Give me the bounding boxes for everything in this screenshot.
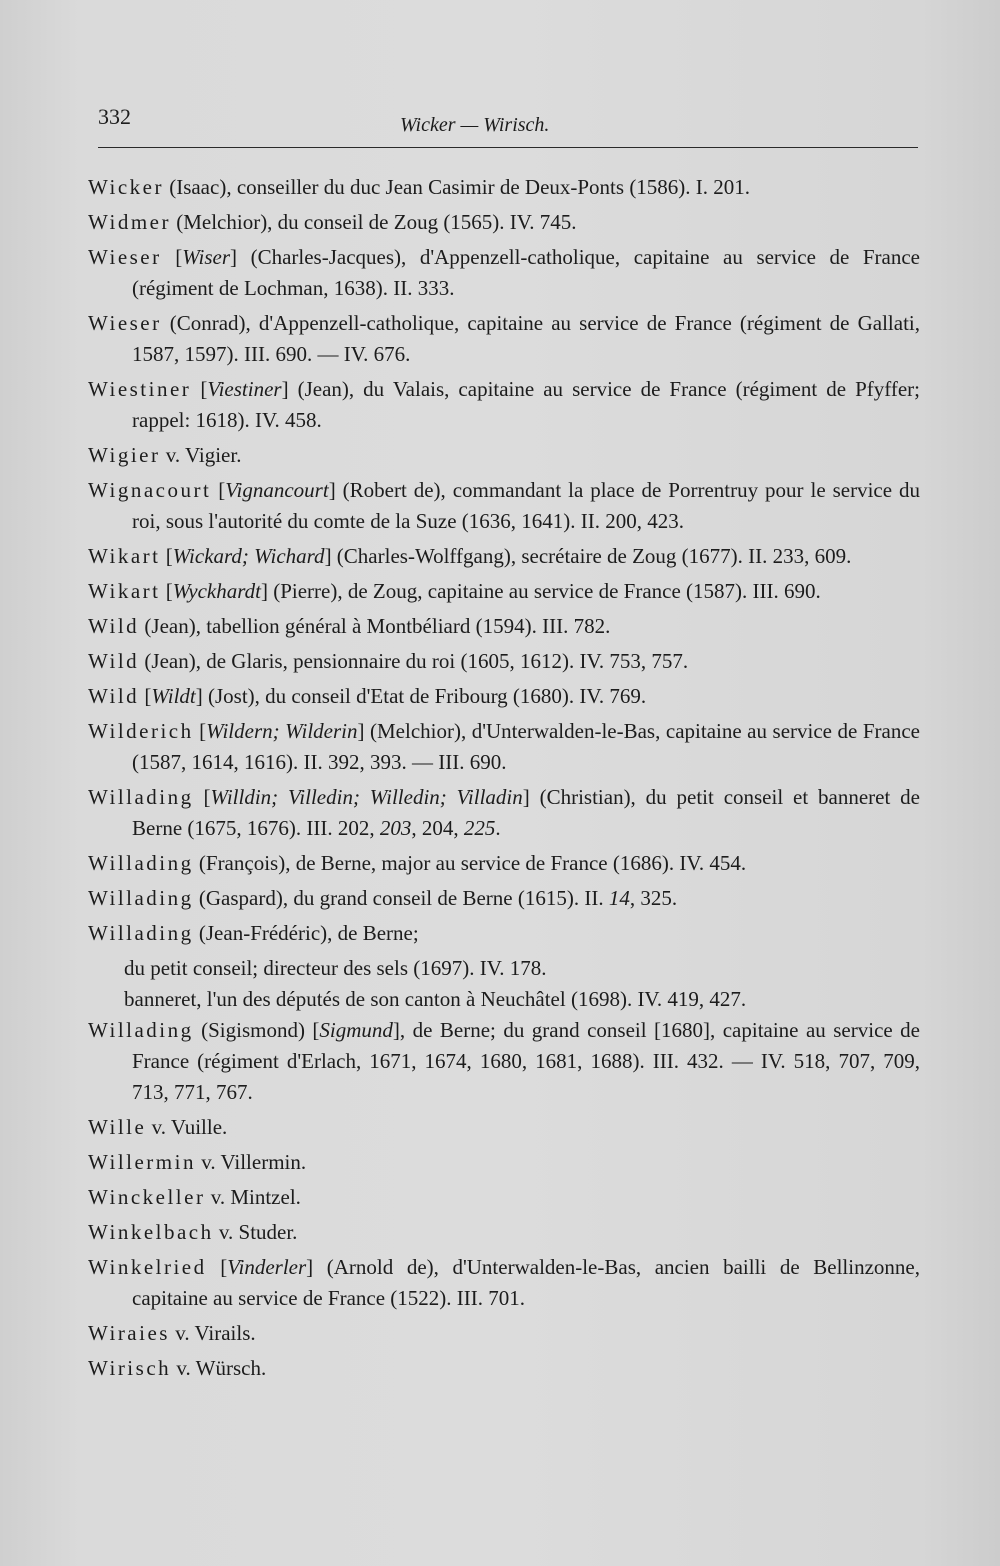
entry-headword: Wikart [88,579,161,603]
entry-variant: Sigmund [319,1018,393,1042]
index-entry [88,172,920,203]
entry-text: , 204, [411,816,464,840]
index-entry [88,576,920,607]
index-entry [88,646,920,677]
entry-text: v. Virails. [169,1321,256,1345]
entry-headword: Wieser [88,311,162,335]
entry-headword: Willading [88,921,194,945]
header-rule [98,147,918,148]
entry-text: (Sigismond) [ [193,1018,320,1042]
index-entry [88,1217,920,1248]
index-entry [88,1353,920,1384]
index-entry [88,848,920,879]
entry-text: [ [191,377,208,401]
entry-headword: Willading [88,785,194,809]
entry-headword: Winkelbach [88,1220,214,1244]
entry-headword: Wilderich [88,719,194,743]
entry-variant: Viestiner [207,377,282,401]
sub-entry: du petit conseil; directeur des sels (1697). IV. 178. [124,956,547,980]
index-entry [88,782,920,844]
entry-headword: Wild [88,614,140,638]
index-entry [88,440,920,471]
entry-headword: Wiestiner [88,377,192,401]
entry-text: ] (Christian), du petit conseil et banneret de Berne (1675, 1676). III. 202, [132,785,920,840]
entry-text: [ [160,544,173,568]
index-entry [88,1147,920,1178]
entry-variant: Wildt [151,684,196,708]
entry-headword: Willading [88,1018,194,1042]
entry-text: ] (Robert de), commandant la place de Porrentruy pour le service du roi, sous l'autorité du comte de la Suze (1636, 1641). II. 200, 423. [132,478,920,533]
entry-text: v. Villermin. [195,1150,307,1174]
index-entry [88,541,920,572]
index-entry [88,611,920,642]
entry-headword: Winkelried [88,1255,207,1279]
entry-text: (Jean-Frédéric), de Berne; [193,921,419,945]
sub-entries [88,953,920,1015]
entry-variant: Vignancourt [225,478,329,502]
entry-headword: Willading [88,851,194,875]
index-entry [88,1112,920,1143]
entry-text: ] (Charles-Jacques), d'Appenzell-catholique, capitaine au service de France (régiment de Lochman, 1638). II. 333. [132,245,920,300]
index-entry [88,475,920,537]
entry-headword: Wignacourt [88,478,212,502]
index-entry [88,681,920,712]
page-number: 332 [98,104,131,129]
entry-text: ], de Berne; du grand conseil [1680], capitaine au service de France (régiment d'Erlach, 1671, 1674, 1680, 1681, 1688). III. 432. — IV. 518, 707, 709, 713, 771, 767. [132,1018,920,1104]
sub-entry: banneret, l'un des députés de son canton à Neuchâtel (1698). IV. 419, 427. [124,987,747,1011]
entry-text: (Gaspard), du grand conseil de Berne (1615). II. [193,886,609,910]
entry-headword: Widmer [88,210,171,234]
entry-headword: Wieser [88,245,162,269]
entry-text: [ [139,684,152,708]
entry-text: ] (Charles-Wolffgang), secrétaire de Zoug (1677). II. 233, 609. [324,544,852,568]
entry-variant: 203 [379,816,412,840]
entry-text: v. Vigier. [160,443,242,467]
running-title: Wicker — Wirisch. [400,114,550,136]
entry-text: (Jean), de Glaris, pensionnaire du roi (1605, 1612). IV. 753, 757. [139,649,689,673]
entry-text: [ [193,785,211,809]
index-entries [88,172,920,1388]
index-entry [88,883,920,914]
entry-headword: Winckeller [88,1185,206,1209]
entry-variant: Wiser [182,245,231,269]
index-entry [88,918,920,949]
entry-text: [ [211,478,226,502]
entry-headword: Wille [88,1115,147,1139]
entry-headword: Wicker [88,175,164,199]
entry-headword: Willading [88,886,194,910]
entry-text: [ [206,1255,228,1279]
entry-text: [ [193,719,207,743]
entry-variant: Wyckhardt [172,579,261,603]
entry-headword: Wirisch [88,1356,172,1380]
index-entry [88,242,920,304]
entry-headword: Wikart [88,544,161,568]
index-entry [88,1252,920,1314]
entry-variant: 225 [463,816,496,840]
index-entry [88,716,920,778]
entry-text: v. Würsch. [171,1356,267,1380]
entry-text: [ [161,245,183,269]
entry-text: ] (Arnold de), d'Unterwalden-le-Bas, ancien bailli de Bellinzonne, capitaine au service de France (1522). III. 701. [132,1255,920,1310]
index-entry [88,1182,920,1213]
entry-variant: Wickard; Wichard [172,544,325,568]
entry-text: ] (Jost), du conseil d'Etat de Fribourg (1680). IV. 769. [195,684,647,708]
index-entry [88,374,920,436]
entry-text: (Conrad), d'Appenzell-catholique, capitaine au service de France (régiment de Gallati, 1587, 1597). III. 690. — IV. 676. [132,311,920,366]
entry-text: . [495,816,501,840]
entry-text: ] (Jean), du Valais, capitaine au service de France (régiment de Pfyffer; rappel: 1618). IV. 458. [132,377,921,432]
entry-text: v. Mintzel. [205,1185,301,1209]
entry-text: (Melchior), du conseil de Zoug (1565). IV. 745. [170,210,577,234]
entry-headword: Wiraies [88,1321,170,1345]
entry-variant: 14 [608,886,630,910]
entry-headword: Wigier [88,443,161,467]
entry-text: , 325. [629,886,678,910]
entry-text: [ [160,579,173,603]
index-entry [88,1318,920,1349]
entry-text: v. Studer. [213,1220,298,1244]
entry-variant: Wildern; Wilderin [206,719,358,743]
entry-headword: Wild [88,649,140,673]
entry-text: (Jean), tabellion général à Montbéliard (1594). III. 782. [139,614,611,638]
entry-text: v. Vuille. [146,1115,228,1139]
entry-variant: Vinderler [227,1255,307,1279]
entry-headword: Willermin [88,1150,196,1174]
index-entry [88,1015,920,1108]
entry-text: ] (Pierre), de Zoug, capitaine au service de France (1587). III. 690. [260,579,821,603]
entry-text: (Isaac), conseiller du duc Jean Casimir de Deux-Ponts (1586). I. 201. [163,175,751,199]
index-entry [88,308,920,370]
entry-variant: Willdin; Villedin; Willedin; Villadin [210,785,523,809]
entry-headword: Wild [88,684,140,708]
entry-text: (François), de Berne, major au service de France (1686). IV. 454. [193,851,747,875]
index-entry [88,207,920,238]
entry-text: ] (Melchior), d'Unterwalden-le-Bas, capitaine au service de France (1587, 1614, 1616). II. 392, 393. — III. 690. [132,719,920,774]
